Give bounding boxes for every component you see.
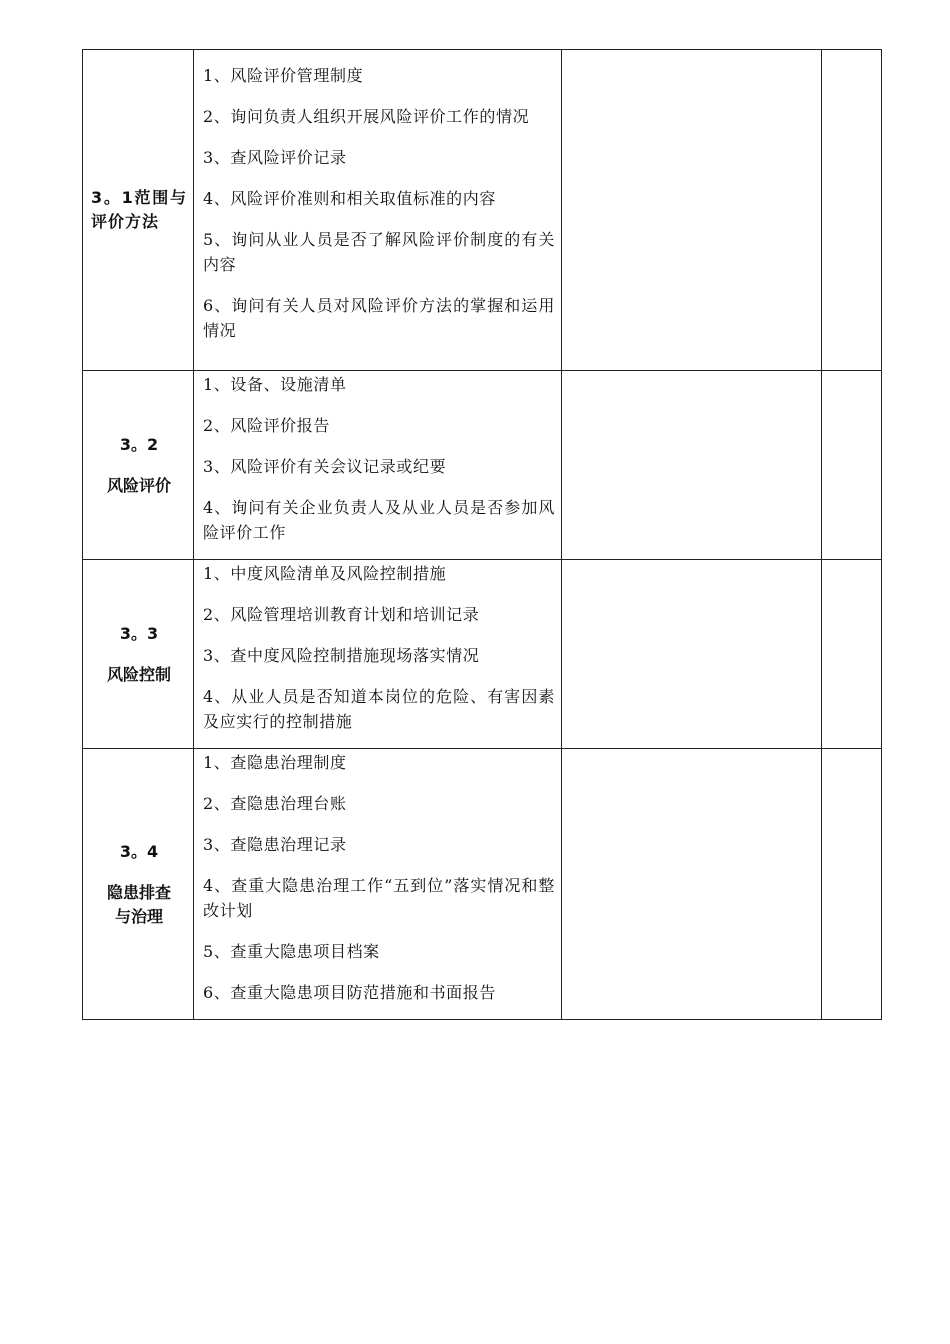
- section-title-cell: [83, 749, 194, 1020]
- check-item: 1、中度风险清单及风险控制措施: [203, 563, 447, 583]
- blank-cell: [822, 749, 882, 1020]
- section-title-cell: [83, 50, 194, 371]
- section-number: 3。3: [119, 623, 159, 643]
- check-item: 2、风险评价报告: [203, 415, 330, 435]
- section-number: 3。1: [91, 188, 134, 207]
- check-item: 1、设备、设施清单: [203, 374, 347, 394]
- check-item: 2、查隐患治理台账: [203, 793, 347, 813]
- blank-cell: [822, 50, 882, 371]
- check-item: 5、查重大隐患项目档案: [203, 941, 380, 961]
- section-title: [83, 433, 193, 498]
- check-items-cell: [194, 749, 562, 1020]
- table-row: [83, 560, 882, 749]
- section-title: [83, 622, 193, 687]
- section-name: 风险评价: [106, 475, 171, 495]
- blank-cell: [562, 749, 822, 1020]
- inspection-checklist-table: [82, 49, 882, 1020]
- check-item: 3、风险评价有关会议记录或纪要: [203, 456, 447, 476]
- blank-cell: [822, 560, 882, 749]
- check-items-cell: [194, 371, 562, 560]
- table-row: [83, 749, 882, 1020]
- check-items-cell: [194, 560, 562, 749]
- section-number: 3。2: [119, 434, 159, 454]
- check-item: 3、查风险评价记录: [203, 148, 347, 167]
- check-item: 6、询问有关人员对风险评价方法的掌握和运用情况: [203, 296, 555, 340]
- blank-cell: [822, 371, 882, 560]
- check-item: 4、查重大隐患治理工作“五到位”落实情况和整改计划: [203, 875, 555, 920]
- section-title: [83, 840, 193, 929]
- check-item: 3、查中度风险控制措施现场落实情况: [203, 645, 480, 665]
- check-item: 4、从业人员是否知道本岗位的危险、有害因素及应实行的控制措施: [203, 686, 555, 731]
- check-item: 5、询问从业人员是否了解风险评价制度的有关内容: [203, 230, 555, 274]
- check-item: 6、查重大隐患项目防范措施和书面报告: [203, 982, 496, 1002]
- section-title-cell: [83, 560, 194, 749]
- check-item: 2、询问负责人组织开展风险评价工作的情况: [203, 107, 530, 126]
- section-name: 范围与评价方法: [91, 188, 187, 231]
- check-item: 4、询问有关企业负责人及从业人员是否参加风险评价工作: [203, 497, 555, 542]
- check-item: 3、查隐患治理记录: [203, 834, 347, 854]
- section-title-cell: [83, 371, 194, 560]
- table-row: [83, 50, 882, 371]
- section-name: 风险控制: [106, 664, 171, 684]
- blank-cell: [562, 371, 822, 560]
- check-item: 1、风险评价管理制度: [203, 66, 364, 85]
- table-row: [83, 371, 882, 560]
- section-number: 3。4: [119, 841, 159, 861]
- check-item: 2、风险管理培训教育计划和培训记录: [203, 604, 480, 624]
- check-items-cell: [194, 50, 562, 371]
- check-item: 4、风险评价准则和相关取值标准的内容: [203, 189, 496, 208]
- blank-cell: [562, 50, 822, 371]
- section-name: 隐患排查与治理: [106, 882, 171, 926]
- blank-cell: [562, 560, 822, 749]
- check-item: 1、查隐患治理制度: [203, 752, 347, 772]
- section-title: [83, 186, 193, 234]
